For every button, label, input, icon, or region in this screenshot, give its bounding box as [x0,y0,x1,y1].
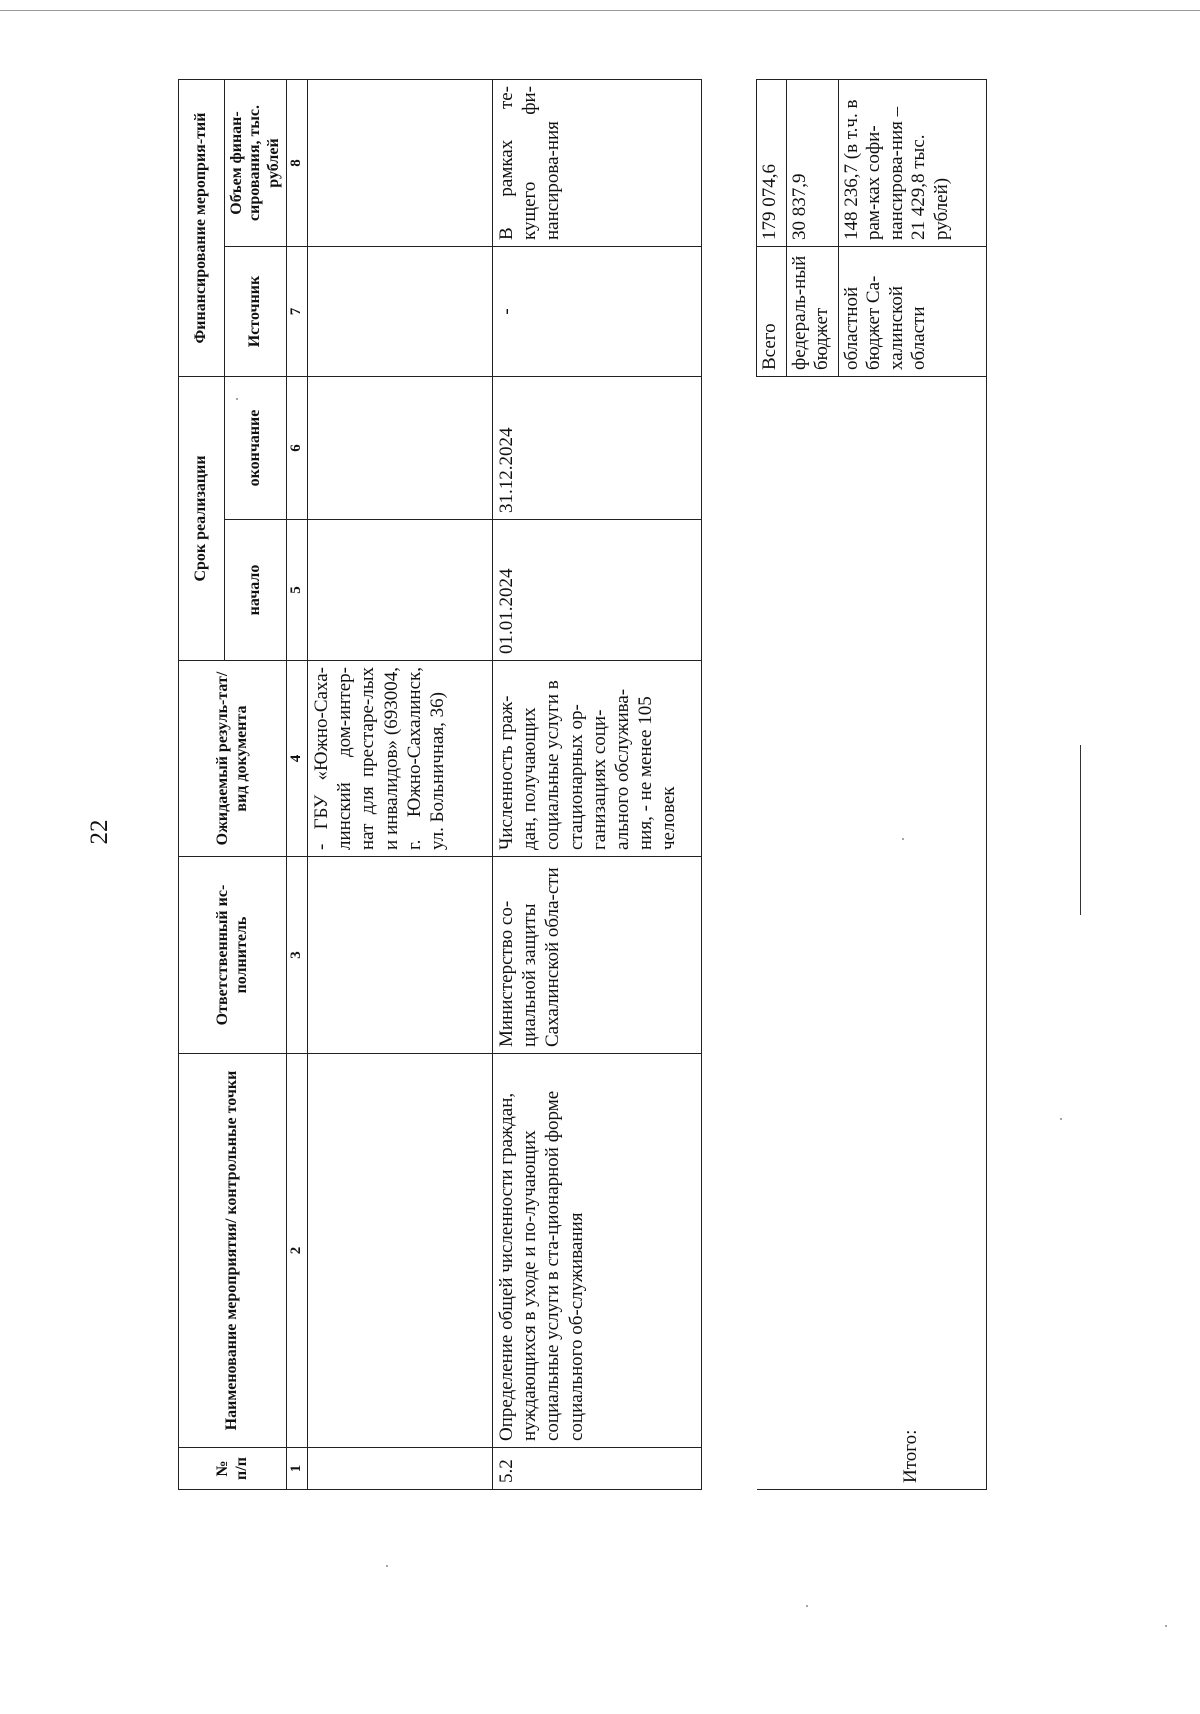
totals-label-cell [757,377,987,1490]
cell-start: 01.01.2024 [493,520,702,661]
totals-source: федераль-ный бюджет [787,247,839,377]
scan-speck [1060,1118,1062,1120]
header-period: Срок реализации [179,377,225,661]
cell-amount: В рамках те-кущего фи-нансирова-ния [493,79,702,246]
cell-result: - ГБУ «Южно-Саха-линский дом-интер-нат для престаре-лых и инвалидов» (693004, г. Южно-Сахалинск, ул. Больничная, 36) [308,661,493,857]
cell-source [308,247,493,377]
scan-speck [902,838,904,840]
scan-speck [236,398,238,400]
header-end: окончание [225,377,287,520]
header-num: № п/п [179,1448,287,1490]
cell-num [308,1448,493,1490]
totals-amount: 148 236,7 (в т.ч. в рам-ках софи-нансирова-ния – 21 429,8 тыс. рублей) [839,80,987,247]
header-financing: Финансирование мероприя-тий [179,79,225,376]
table-row [493,79,702,1489]
scan-speck [1165,1625,1167,1627]
header-executor: Ответственный ис-полнитель [179,857,287,1054]
totals-amount: 30 837,9 [787,80,839,247]
cell-end: 31.12.2024 [493,377,702,520]
column-number: 6 [287,377,308,520]
totals-table [756,79,987,1490]
header-row [179,79,225,1489]
column-number: 7 [287,247,308,377]
header-start: начало [225,520,287,661]
column-number: 8 [287,79,308,246]
cell-start [308,520,493,661]
activities-table [178,79,702,1490]
scan-speck [806,1605,808,1607]
cell-result: Численность граж-дан, получающих социальные услуги в стационарных ор-ганизациях соци-ального обслужива-ния, - не менее 105 человек [493,661,702,857]
column-number: 5 [287,520,308,661]
header-source: Источник [225,247,287,377]
cell-end [308,377,493,520]
header-amount: Объем финан-сирования, тыс. рублей [225,79,287,246]
column-number-row [287,79,308,1489]
cell-source: - [493,247,702,377]
separator-line [1080,745,1081,915]
column-number: 1 [287,1448,308,1490]
totals-amount: 179 074,6 [757,80,787,247]
page-number: 22 [86,819,113,845]
totals-label: Итого: [900,1429,922,1483]
cell-num: 5.2 [493,1448,702,1490]
totals-source: Всего [757,247,787,377]
column-number: 2 [287,1054,308,1448]
scan-edge-line [0,10,1200,11]
header-name: Наименование мероприятия/ контрольные точки [179,1054,287,1448]
column-number: 4 [287,661,308,857]
table-row [308,79,493,1489]
header-result: Ожидаемый резуль-тат/вид документа [179,661,287,857]
cell-executor [308,857,493,1054]
totals-source: областной бюджет Са-халинской области [839,247,987,377]
totals-row [757,80,787,1490]
cell-amount [308,79,493,246]
cell-executor: Министерство со-циальной защиты Сахалинской обла-сти [493,857,702,1054]
cell-name [308,1054,493,1448]
rotated-page-content [178,80,1188,1490]
cell-name: Определение общей численности граждан, нуждающихся в уходе и по-лучающих социальные услуги в ста-ционарной форме социального об-служивания [493,1054,702,1448]
scan-speck [386,1565,388,1567]
column-number: 3 [287,857,308,1054]
